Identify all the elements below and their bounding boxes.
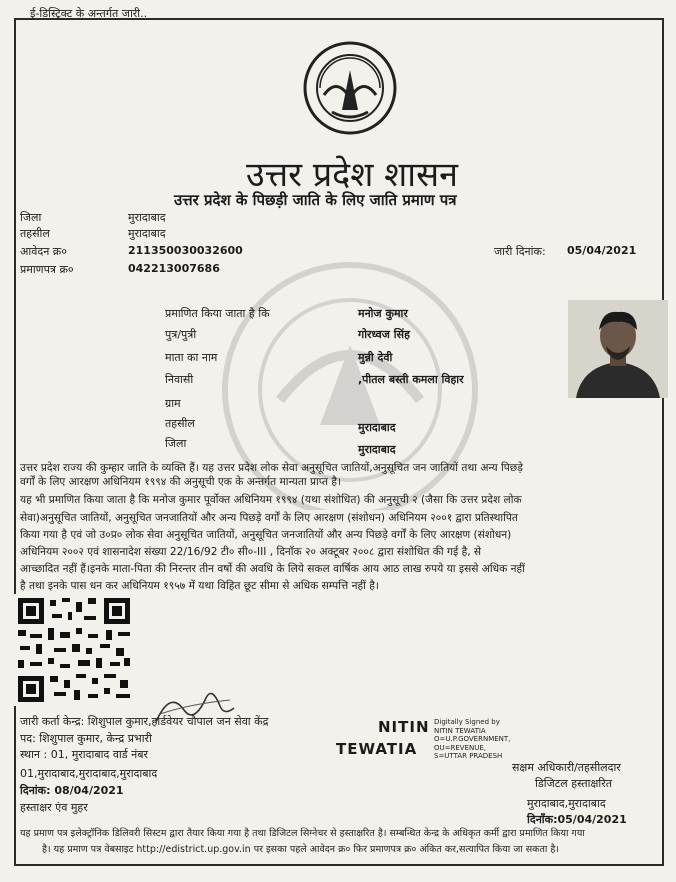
creamy-layer-line-6: है तथा इनके पास धन कर अधिनियम १९५७ में यथा विहित छूट सीमा से अधिक सम्पत्ति नहीं है। <box>20 580 379 592</box>
footer-note-2: है। यह प्रमाण पत्र वेबसाइट http://edistrict.up.gov.in पर इसका पहले आवेदन क्र० फिर प्रमाणपत्र क्र० अंकित कर,सत्यापित किया जा सकता है। <box>42 844 559 855</box>
tehsil-detail-value: मुरादाबाद <box>358 421 396 434</box>
application-number-value: 211350030032600 <box>128 244 243 257</box>
village-label: ग्राम <box>165 397 181 410</box>
officer-place: मुरादाबाद,मुरादाबाद <box>527 797 606 810</box>
issue-date-label: जारी दिनांक: <box>494 245 546 258</box>
district-label: जिला <box>20 211 42 224</box>
qr-code-icon <box>14 594 134 706</box>
issue-date-value: 05/04/2021 <box>567 244 637 257</box>
mother-name: मुन्नी देवी <box>358 351 393 364</box>
father-name: गोरध्वज सिंह <box>358 328 410 341</box>
digital-signer-last-name: TEWATIA <box>336 740 418 758</box>
district-detail-value: मुरादाबाद <box>358 443 396 456</box>
issuing-designation: पद: शिशुपाल कुमार, केन्द्र प्रभारी <box>20 732 152 745</box>
competent-officer-label: सक्षम अधिकारी/तहसीलदार <box>512 761 621 774</box>
application-number-label: आवेदन क्र० <box>20 245 67 258</box>
digital-signer-first-name: NITIN <box>378 718 430 736</box>
top-header-note: ई-डिस्ट्रिक्ट के अन्तर्गत जारी.. <box>30 7 148 20</box>
creamy-layer-line-4: अधिनियम २००२ एवं शासनादेश संख्या 22/16/92 टी० सी०-III , दिनाँक २० अक्टूबर २००८ द्वारा संशोधित की गई है, से <box>20 546 482 558</box>
certified-label: प्रमाणित किया जाता है कि <box>165 307 270 320</box>
tehsil-label: तहसील <box>20 227 50 240</box>
mother-label: माता का नाम <box>165 351 218 364</box>
issuing-address: 01,मुरादाबाद,मुरादाबाद,मुरादाबाद <box>20 767 158 780</box>
resident-label: निवासी <box>165 373 194 386</box>
applicant-photo <box>568 300 668 398</box>
officer-date: दिनाँक:05/04/2021 <box>527 813 627 826</box>
applicant-name: मनोज कुमार <box>358 307 408 320</box>
issuing-authority-title: उत्तर प्रदेश शासन <box>246 155 458 195</box>
signature-and-seal-label: हस्ताक्षर एंव मुहर <box>20 801 88 814</box>
digital-signed-label: डिजिटल हस्ताक्षरित <box>535 777 612 790</box>
creamy-layer-line-5: आच्छादित नहीं हैं।इनके माता-पिता की निरन्तर तीन वर्षो की अवधि के लिये सकल वार्षिक आय आठ लाख रुपये या इससे अधिक नहीं <box>20 563 525 575</box>
district-value: मुरादाबाद <box>128 211 166 224</box>
up-government-emblem-icon <box>302 40 398 136</box>
caste-statement-line-2: वर्गों के लिए आरक्षण अधिनियम १९९४ की अनुसूची एक के अन्तर्गत मान्यता प्राप्त है। <box>20 476 342 488</box>
resident-address: ,पीतल बस्ती कमला विहार <box>358 373 464 386</box>
father-label: पुत्र/पुत्री <box>165 328 197 341</box>
tehsil-value: मुरादाबाद <box>128 227 166 240</box>
creamy-layer-line-2: सेवा)अनुसूचित जातियों, अनुसूचित जनजातियों और अन्य पिछड़े वर्गों के लिए आरक्षण (संशोधन) अधिनियम २००१ द्वारा प्रतिस्थापित <box>20 512 518 524</box>
footer-note-1: यह प्रमाण पत्र इलेक्ट्रॉनिक डिलिवरी सिस्टम द्वारा तैयार किया गया है तथा डिजिटल सिग्नेचर से हस्ताक्षरित है। सम्बन्धित केन्द्र के अधिकृत कर्मी द्वारा प्रमाणित किया गया <box>20 828 585 839</box>
certificate-subtitle: उत्तर प्रदेश के पिछड़ी जाति के लिए जाति प्रमाण पत्र <box>174 191 457 209</box>
issuing-place: स्थान : 01, मुरादाबाद वार्ड नंबर <box>20 748 149 761</box>
issuing-centre: जारी कर्ता केन्द्र: शिशुपाल कुमार,हार्डवेयर चौपाल जन सेवा केंद्र <box>20 715 269 728</box>
certificate-number-value: 042213007686 <box>128 262 220 275</box>
issuing-date: दिनांक: 08/04/2021 <box>20 784 124 797</box>
tehsil-detail-label: तहसील <box>165 417 195 430</box>
digital-signature-details: Digitally Signed by NITIN TEWATIA O=U.P.GOVERNMENT, OU=REVENUE, S=UTTAR PRADESH <box>434 718 511 760</box>
district-detail-label: जिला <box>165 437 187 450</box>
creamy-layer-line-3: किया गया है एवं जो उ०प्र० लोक सेवा अनुसूचित जातियों, अनुसूचित जनजातियों और अन्य पिछड़े वर्गों के लिए आरक्षण (संशोधन) <box>20 529 512 541</box>
creamy-layer-line-1: यह भी प्रमाणित किया जाता है कि मनोज कुमार पूर्वोक्त अधिनियम १९९४ (यथा संशोधित) की अनुसूची २ (जैसा कि उत्तर प्रदेश लोक <box>20 494 522 506</box>
certificate-number-label: प्रमाणपत्र क्र० <box>20 263 74 276</box>
caste-statement-line-1: उत्तर प्रदेश राज्य की कुम्हार जाति के व्यक्ति हैं। यह उत्तर प्रदेश लोक सेवा अनुसूचित जातियों,अनुसूचित जन जातियों तथा अन्य पिछड़े <box>20 462 523 474</box>
